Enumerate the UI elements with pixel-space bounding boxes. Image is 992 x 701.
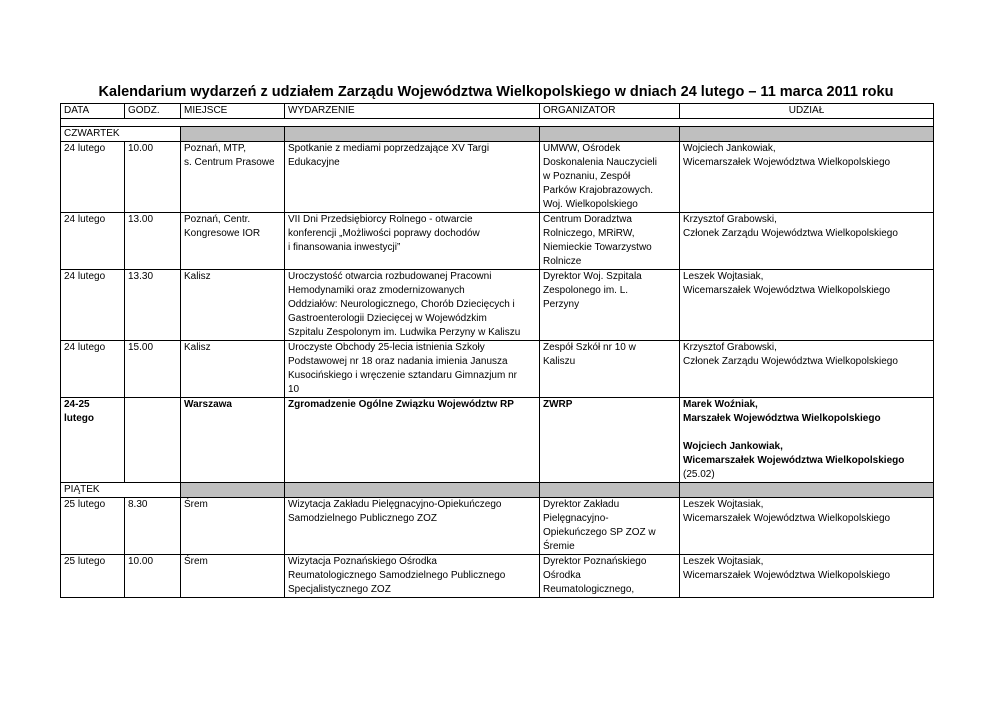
cell-place: Śrem: [181, 555, 285, 598]
cell-date: 25 lutego: [61, 498, 125, 555]
cell-place: Kalisz: [181, 341, 285, 398]
cell-event: Wizytacja Zakładu Pielęgnacyjno-Opiekuńczego Samodzielnego Publicznego ZOZ: [285, 498, 540, 555]
cell-participants: Marek Woźniak, Marszałek Województwa Wielkopolskiego Wojciech Jankowiak, Wicemarszałek Województwa Wielkopolskiego (25.02): [680, 398, 934, 483]
cell-place: Poznań, Centr. Kongresowe IOR: [181, 213, 285, 270]
cell-time: 10.00: [125, 555, 181, 598]
cell-participants: Wojciech Jankowiak, Wicemarszałek Województwa Wielkopolskiego: [680, 142, 934, 213]
cell-place: Warszawa: [181, 398, 285, 483]
day-shade: [540, 483, 680, 498]
cell-time: 8.30: [125, 498, 181, 555]
table-row: [61, 270, 934, 341]
cell-event: Uroczyste Obchody 25-lecia istnienia Szkoły Podstawowej nr 18 oraz nadania imienia Janusza Kusocińskiego i wręczenie sztandaru Gimnazjum nr 10: [285, 341, 540, 398]
header-date: DATA: [61, 104, 125, 119]
cell-date: 24-25 lutego: [61, 398, 125, 483]
cell-date: 24 lutego: [61, 142, 125, 213]
table-row: [61, 142, 934, 213]
cell-participants: Krzysztof Grabowski, Członek Zarządu Województwa Wielkopolskiego: [680, 341, 934, 398]
cell-place: Kalisz: [181, 270, 285, 341]
day-shade: [285, 127, 540, 142]
cell-participants: Leszek Wojtasiak, Wicemarszałek Województwa Wielkopolskiego: [680, 498, 934, 555]
day-shade: [181, 483, 285, 498]
cell-organizer: Zespół Szkół nr 10 w Kaliszu: [540, 341, 680, 398]
cell-place: Poznań, MTP, s. Centrum Prasowe: [181, 142, 285, 213]
cell-date: 24 lutego: [61, 341, 125, 398]
cell-organizer: Dyrektor Zakładu Pielęgnacyjno- Opiekuńczego SP ZOZ w Śremie: [540, 498, 680, 555]
day-shade: [285, 483, 540, 498]
cell-event: Wizytacja Poznańskiego Ośrodka Reumatologicznego Samodzielnego Publicznego Specjalistycznego ZOZ: [285, 555, 540, 598]
header-organizer: ORGANIZATOR: [540, 104, 680, 119]
table-row: [61, 555, 934, 598]
header-event: WYDARZENIE: [285, 104, 540, 119]
table-row: [61, 498, 934, 555]
cell-organizer: Dyrektor Poznańskiego Ośrodka Reumatologicznego,: [540, 555, 680, 598]
table-row: [61, 398, 934, 483]
header-time: GODZ.: [125, 104, 181, 119]
cell-date: 24 lutego: [61, 213, 125, 270]
cell-organizer: UMWW, Ośrodek Doskonalenia Nauczycieli w Poznaniu, Zespół Parków Krajobrazowych. Woj. Wielkopolskiego: [540, 142, 680, 213]
day-shade: [540, 127, 680, 142]
header-row: [61, 104, 934, 119]
cell-time: [125, 398, 181, 483]
cell-event: Uroczystość otwarcia rozbudowanej Pracowni Hemodynamiki oraz zmodernizowanych Oddziałów: Neurologicznego, Chorób Dziecięcych i Gastroenterologii Dziecięcej w Wojewódzkim Szpitalu Zespolonym im. Ludwika Perzyny w Kaliszu: [285, 270, 540, 341]
day-shade: [680, 127, 934, 142]
cell-time: 15.00: [125, 341, 181, 398]
day-label-friday: PIĄTEK: [61, 483, 181, 498]
cell-participants: Leszek Wojtasiak, Wicemarszałek Województwa Wielkopolskiego: [680, 270, 934, 341]
day-shade: [680, 483, 934, 498]
table-row: [61, 341, 934, 398]
cell-date: 25 lutego: [61, 555, 125, 598]
cell-participants: Krzysztof Grabowski, Członek Zarządu Województwa Wielkopolskiego: [680, 213, 934, 270]
cell-date: 24 lutego: [61, 270, 125, 341]
table-row: [61, 213, 934, 270]
day-shade: [181, 127, 285, 142]
day-row-friday: [61, 483, 934, 498]
cell-organizer: Dyrektor Woj. Szpitala Zespolonego im. L. Perzyny: [540, 270, 680, 341]
header-participants: UDZIAŁ: [680, 104, 934, 119]
cell-time: 13.00: [125, 213, 181, 270]
cell-organizer: Centrum Doradztwa Rolniczego, MRiRW, Niemieckie Towarzystwo Rolnicze: [540, 213, 680, 270]
page-title: Kalendarium wydarzeń z udziałem Zarządu Województwa Wielkopolskiego w dniach 24 lutego – 11 marca 2011 roku: [98, 84, 894, 100]
header-place: MIEJSCE: [181, 104, 285, 119]
day-label-thursday: CZWARTEK: [61, 127, 181, 142]
day-row-thursday: [61, 127, 934, 142]
cell-event: Spotkanie z mediami poprzedzające XV Targi Edukacyjne: [285, 142, 540, 213]
cell-event: Zgromadzenie Ogólne Związku Województw RP: [285, 398, 540, 483]
cell-organizer: ZWRP: [540, 398, 680, 483]
cell-participants: Leszek Wojtasiak, Wicemarszałek Województwa Wielkopolskiego: [680, 555, 934, 598]
cell-time: 10.00: [125, 142, 181, 213]
cell-place: Śrem: [181, 498, 285, 555]
events-table: [60, 103, 934, 598]
cell-event: VII Dni Przedsiębiorcy Rolnego - otwarcie konferencji „Możliwości poprawy dochodów i finansowania inwestycji”: [285, 213, 540, 270]
cell-time: 13.30: [125, 270, 181, 341]
